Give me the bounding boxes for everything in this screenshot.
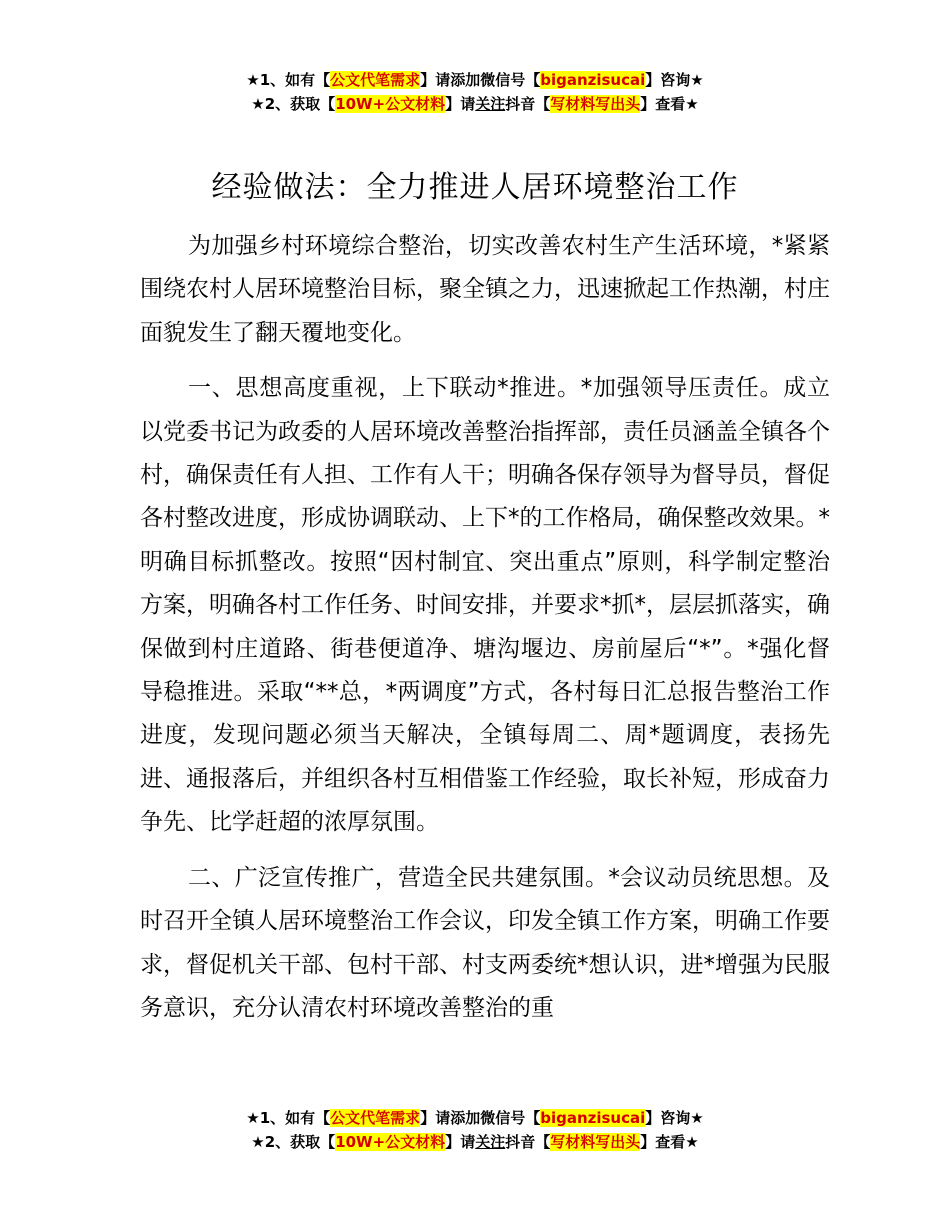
paragraph-section-1: 一、思想高度重视，上下联动*推进。*加强领导压责任。成立以党委书记为政委的人居环境改善整治指挥部，责任员涵盖全镇各个村，确保责任有人担、工作有人干；明确各保存领导为督导员，督促各村整改进度，形成协调联动、上下*的工作格局，确保整改效果。*明确目标抓整改。按照“因村制宜、突出重点”原则，科学制定整治方案，明确各村工作任务、时间安排，并要求*抓*，层层抓落实，确保做到村庄道路、街巷便道净、塘沟堰边、房前屋后“*”。*强化督导稳推进。采取“**总，*两调度”方式，各村每日汇总报告整治工作进度，发现问题必须当天解决，全镇每周二、周*题调度，表扬先进、通报落后，并组织各村互相借鉴工作经验，取长补短，形成奋力争先、比学赶超的浓厚氛围。 — [140, 375, 830, 836]
banner-line-2 — [0, 92, 950, 116]
banner-text: 】查看★ — [640, 1133, 699, 1151]
banner-text: 】请添加微信号【 — [420, 71, 541, 89]
banner-text: ★2、获取【 — [251, 1133, 336, 1151]
paragraph-intro: 为加强乡村环境综合整治，切实改善农村生产生活环境，*紧紧围绕农村人居环境整治目标，聚全镇之力，迅速掀起工作热潮，村庄面貌发生了翻天覆地变化。 — [140, 233, 830, 346]
banner-text: ★1、如有【 — [246, 1109, 331, 1127]
document-title: 经验做法：全力推进人居环境整治工作 — [211, 170, 739, 205]
highlight-text: 公文代笔需求 — [330, 1109, 421, 1127]
banner-text: 】请添加微信号【 — [420, 1109, 541, 1127]
highlight-text: 10W+公文材料 — [335, 95, 446, 113]
highlight-text: 公文代笔需求 — [330, 71, 421, 89]
banner-line-1 — [0, 1106, 950, 1130]
banner-text: 】咨询★ — [645, 1109, 704, 1127]
banner-line-2 — [0, 1130, 950, 1154]
banner-text: 】咨询★ — [645, 71, 704, 89]
highlight-text: 10W+公文材料 — [335, 1133, 446, 1151]
banner-text: 】请 — [445, 95, 476, 113]
footer-banner — [0, 1106, 950, 1154]
underlined-text: 关注 — [475, 1133, 506, 1151]
banner-text: 】查看★ — [640, 95, 699, 113]
douyin-account-highlight: 写材料写出头 — [550, 95, 641, 113]
document-body — [140, 225, 830, 1042]
underlined-text: 关注 — [475, 95, 506, 113]
header-banner — [0, 68, 950, 116]
banner-text: 抖音【 — [505, 95, 551, 113]
douyin-account-highlight: 写材料写出头 — [550, 1133, 641, 1151]
banner-text: ★1、如有【 — [246, 71, 331, 89]
banner-text: ★2、获取【 — [251, 95, 336, 113]
banner-text: 】请 — [445, 1133, 476, 1151]
banner-text: 抖音【 — [505, 1133, 551, 1151]
banner-line-1 — [0, 68, 950, 92]
wechat-id-highlight: biganzisucai — [540, 71, 646, 89]
wechat-id-highlight: biganzisucai — [540, 1109, 646, 1127]
paragraph-section-2: 二、广泛宣传推广，营造全民共建氛围。*会议动员统思想。及时召开全镇人居环境整治工作会议，印发全镇工作方案，明确工作要求，督促机关干部、包村干部、村支两委统*想认识，进*增强为民服务意识，充分认清农村环境改善整治的重 — [140, 864, 830, 1021]
